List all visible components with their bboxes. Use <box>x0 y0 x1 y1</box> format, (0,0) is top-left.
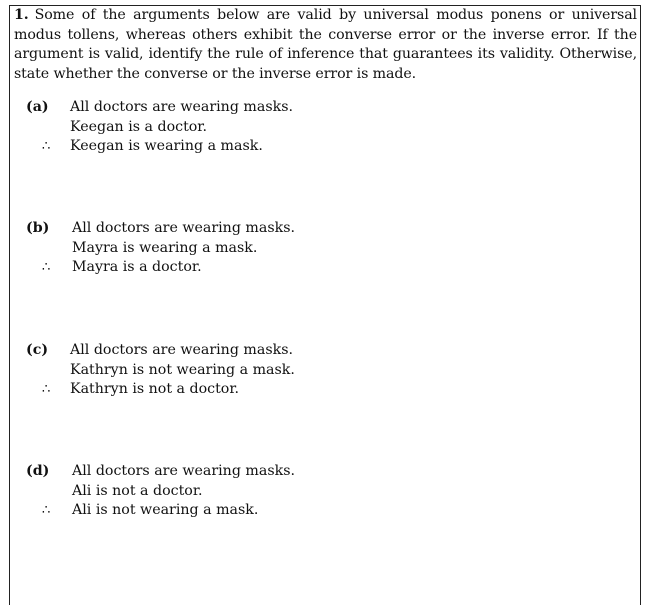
premise-2: Kathryn is not wearing a mask. <box>70 361 295 378</box>
premise-2: Mayra is wearing a mask. <box>72 239 258 256</box>
premise-2: Keegan is a doctor. <box>70 118 208 135</box>
conclusion: Keegan is wearing a mask. <box>70 138 263 154</box>
premise-1: All doctors are wearing masks. <box>72 463 295 479</box>
therefore-icon: ∴ <box>42 260 51 275</box>
conclusion: Mayra is a doctor. <box>72 259 202 275</box>
question-intro <box>14 6 637 84</box>
premise-1: All doctors are wearing masks. <box>70 342 293 358</box>
therefore-icon: ∴ <box>42 139 51 154</box>
therefore-icon: ∴ <box>42 503 51 518</box>
argument-label: (c) <box>26 342 49 358</box>
therefore-icon: ∴ <box>42 382 51 397</box>
argument-label: (a) <box>26 99 49 115</box>
premise-1: All doctors are wearing masks. <box>72 220 295 236</box>
conclusion: Kathryn is not a doctor. <box>70 381 240 397</box>
premise-1: All doctors are wearing masks. <box>70 99 293 115</box>
premise-2: Ali is not a doctor. <box>72 482 203 499</box>
argument-label: (b) <box>26 220 50 236</box>
argument-label: (d) <box>26 463 50 479</box>
question-text: Some of the arguments below are valid by universal modus ponens or universal modus tollens, whereas others exhibit the converse error or the inverse error. If the argument is valid, identify the rule of inference that guarantees its validity. Otherwise, state whether the converse or the inverse error is made. <box>14 7 637 82</box>
question-number: 1. <box>14 7 29 23</box>
conclusion: Ali is not wearing a mask. <box>72 502 259 518</box>
